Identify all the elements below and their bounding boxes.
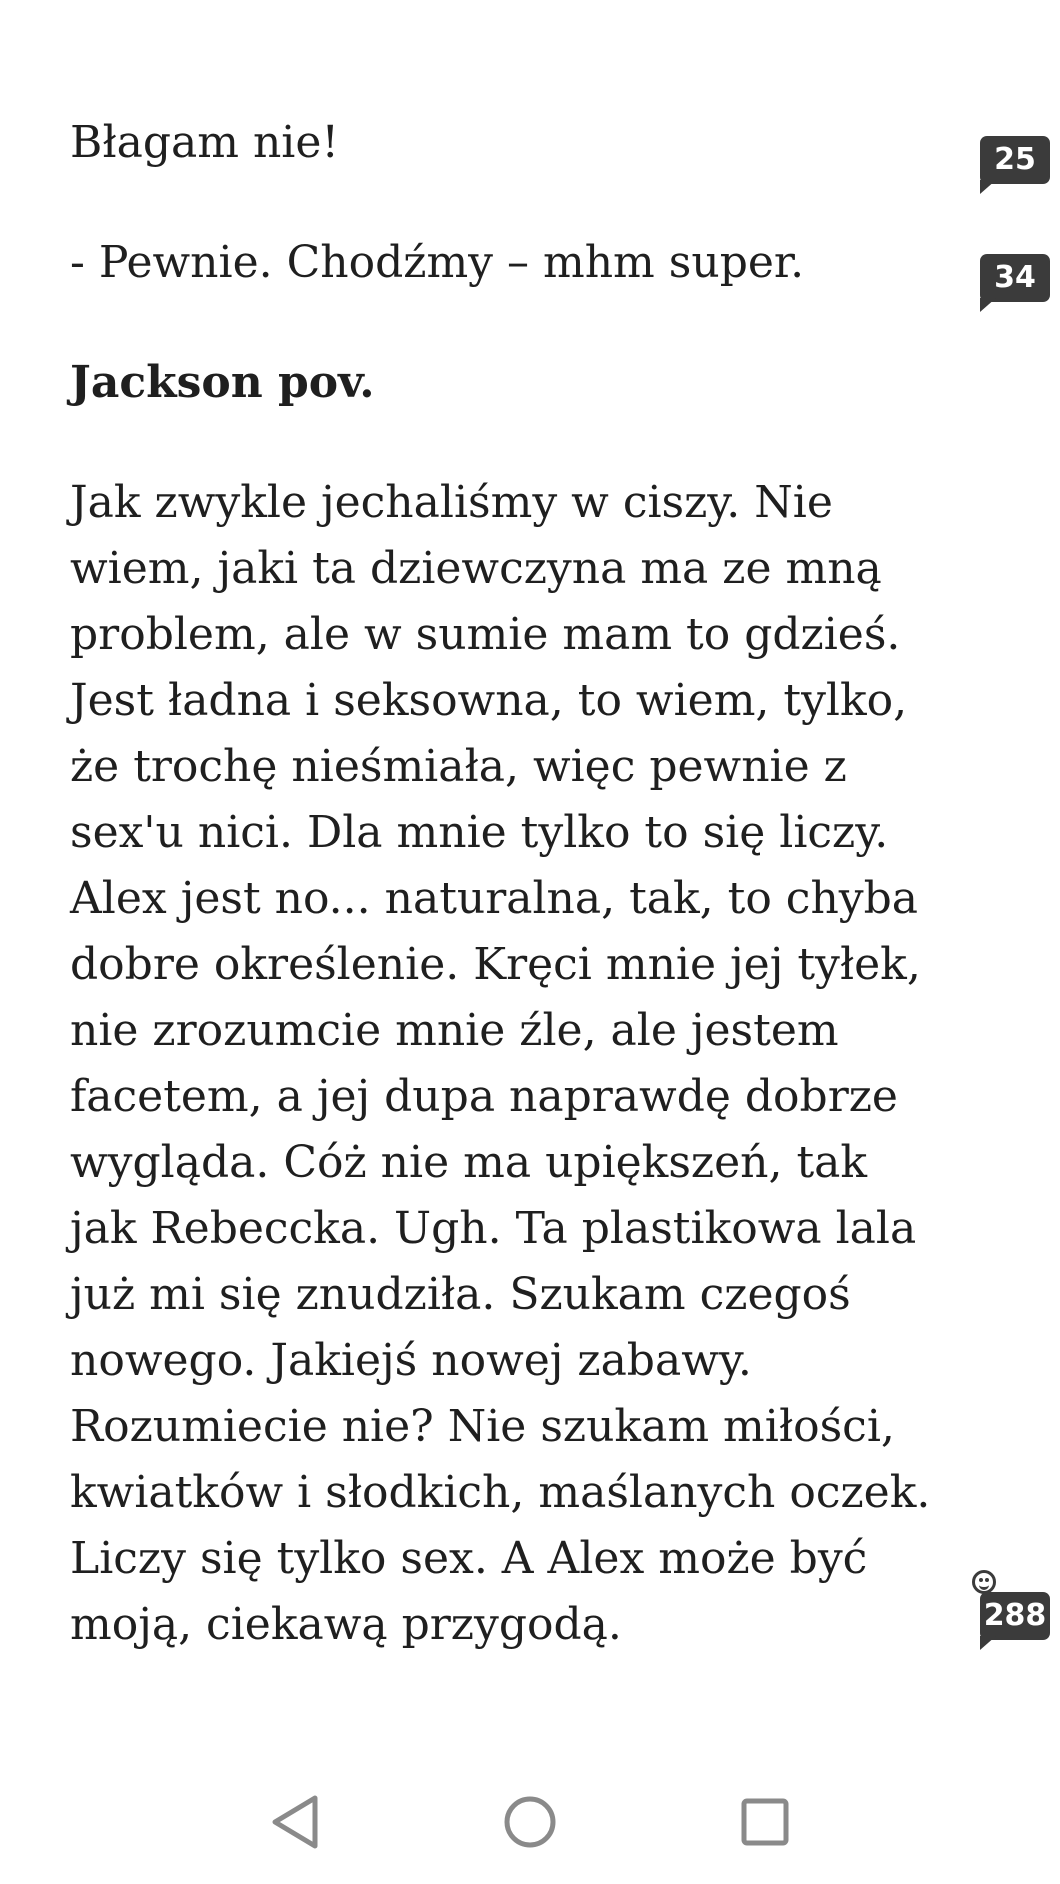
section-heading — [70, 350, 950, 416]
paragraph-2 — [70, 230, 950, 296]
comment-count: 25 — [994, 142, 1036, 177]
nav-back-button[interactable] — [235, 1760, 355, 1884]
smiley-icon — [972, 1570, 996, 1594]
home-circle-icon — [502, 1794, 558, 1850]
comment-count: 34 — [994, 260, 1036, 295]
paragraph-line: Rozumiecie nie? Nie szukam miłości, — [70, 1401, 895, 1452]
paragraph-line: sex'u nici. Dla mnie tylko to się liczy. — [70, 807, 889, 858]
inline-comment-button-paragraph-4[interactable] — [980, 1592, 1050, 1644]
paragraph-line: Alex jest no... naturalna, tak, to chyba — [70, 873, 919, 924]
system-navigation-bar — [0, 1760, 1060, 1884]
comment-count: 288 — [983, 1598, 1047, 1633]
nav-recents-button[interactable] — [705, 1760, 825, 1884]
paragraph-line: Jest ładna i seksowna, to wiem, tylko, — [70, 675, 908, 726]
paragraph-line: Liczy się tylko sex. A Alex może być — [70, 1533, 868, 1584]
paragraph-line: kwiatków i słodkich, maślanych oczek. — [70, 1467, 931, 1518]
paragraph-4 — [70, 470, 950, 1658]
paragraph-line: już mi się znudziła. Szukam czegoś — [70, 1269, 851, 1320]
paragraph-line: Błagam nie! — [70, 117, 340, 168]
paragraph-line: problem, ale w sumie mam to gdzieś. — [70, 609, 901, 660]
paragraph-line: jak Rebeccka. Ugh. Ta plastikowa lala — [70, 1203, 917, 1254]
inline-comment-button-paragraph-2[interactable] — [980, 254, 1050, 306]
nav-home-button[interactable] — [470, 1760, 590, 1884]
paragraph-line: Jackson pov. — [70, 357, 375, 408]
paragraph-line: nowego. Jakiejś nowej zabawy. — [70, 1335, 752, 1386]
paragraph-line: - Pewnie. Chodźmy – mhm super. — [70, 237, 805, 288]
paragraph-line: dobre określenie. Kręci mnie jej tyłek, — [70, 939, 921, 990]
inline-comment-button-paragraph-1[interactable] — [980, 136, 1050, 188]
paragraph-1 — [70, 110, 950, 176]
paragraph-line: wiem, jaki ta dziewczyna ma ze mną — [70, 543, 882, 594]
paragraph-line: wygląda. Cóż nie ma upiększeń, tak — [70, 1137, 868, 1188]
smiley-mouth — [979, 1582, 989, 1590]
back-triangle-icon — [269, 1794, 321, 1850]
paragraph-line: że trochę nieśmiała, więc pewnie z — [70, 741, 847, 792]
recents-square-icon — [740, 1797, 790, 1847]
paragraph-line: Jak zwykle jechaliśmy w ciszy. Nie — [70, 477, 833, 528]
paragraph-line: facetem, a jej dupa naprawdę dobrze — [70, 1071, 898, 1122]
paragraph-line: moją, ciekawą przygodą. — [70, 1599, 622, 1650]
paragraph-line: nie zrozumcie mnie źle, ale jestem — [70, 1005, 839, 1056]
